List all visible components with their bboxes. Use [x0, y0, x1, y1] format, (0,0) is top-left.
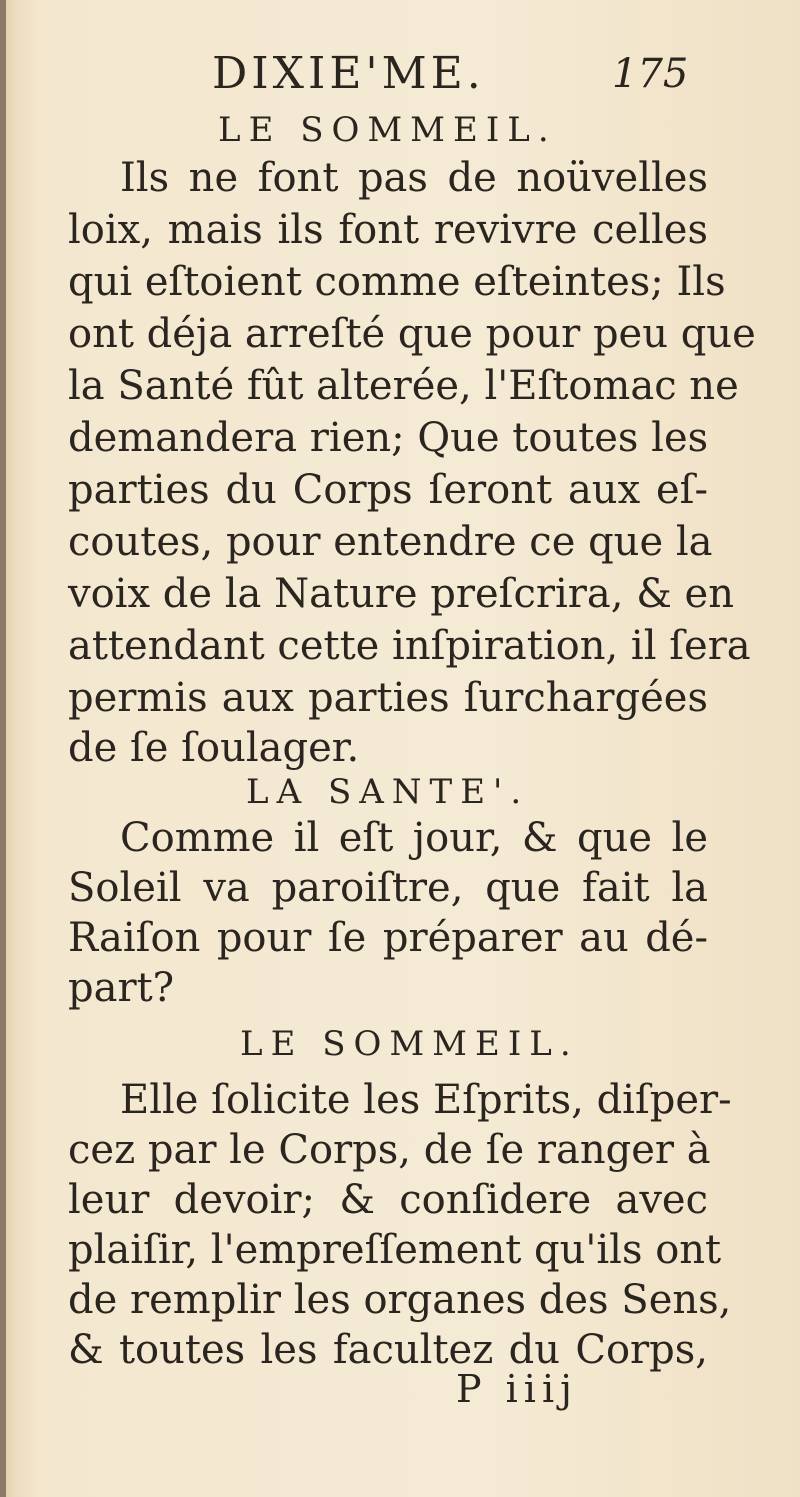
text-line: loix, mais ils font revivre celles: [68, 207, 708, 253]
text-line: ont déja arreſté que pour peu que: [68, 311, 756, 357]
text-line: cez par le Corps, de ſe ranger à: [68, 1127, 711, 1173]
text-line: Ils ne font pas de noüvelles: [120, 155, 708, 201]
text-line: qui eſtoient comme eſteintes; Ils: [68, 259, 726, 305]
text-line: de remplir les organes des Sens,: [68, 1277, 732, 1323]
text-line: leur devoir; & conſidere avec: [68, 1177, 708, 1223]
text-line: part?: [68, 965, 175, 1011]
speaker-heading: LE SOMMEIL.: [218, 110, 557, 150]
text-line: voix de la Nature preſcrira, & en: [68, 571, 734, 617]
text-line: Raiſon pour ſe préparer au dé-: [68, 915, 708, 961]
text-line: de ſe ſoulager.: [68, 725, 360, 771]
page-number: 175: [612, 51, 689, 97]
running-head: [0, 44, 800, 104]
signature-mark: P iiij: [456, 1367, 578, 1411]
text-line: parties du Corps ſeront aux eſ-: [68, 467, 708, 513]
text-line: coutes, pour entendre ce que la: [68, 519, 713, 565]
text-line: demandera rien; Que toutes les: [68, 415, 709, 461]
text-line: Soleil va paroiſtre, que fait la: [68, 865, 708, 911]
speaker-heading: LA SANTE'.: [246, 772, 530, 812]
text-line: Comme il eſt jour, & que le: [120, 815, 708, 861]
text-line: plaiſir, l'empreſſement qu'ils ont: [68, 1227, 722, 1273]
text-line: & toutes les facultez du Corps,: [68, 1327, 708, 1373]
text-line: Elle ſolicite les Eſprits, diſper-: [120, 1077, 732, 1123]
speaker-heading: LE SOMMEIL.: [240, 1024, 579, 1064]
text-line: permis aux parties ſurchargées: [68, 675, 708, 721]
text-line: attendant cette inſpiration, il ſera: [68, 623, 751, 669]
text-line: la Santé fût alterée, l'Eſtomac ne: [68, 363, 739, 409]
running-head-title: DIXIE'ME.: [212, 48, 485, 99]
page-gutter: [0, 0, 6, 1497]
